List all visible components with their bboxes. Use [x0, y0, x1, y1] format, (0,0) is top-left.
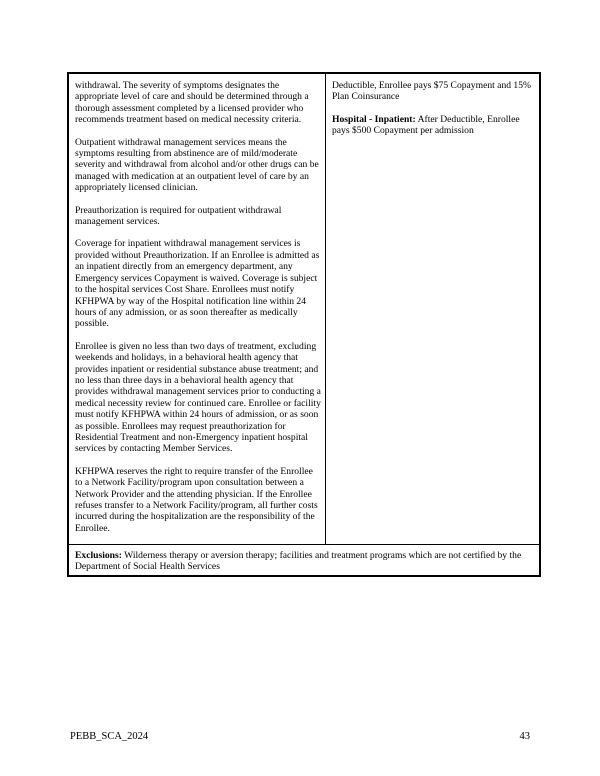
service-description-text	[69, 74, 325, 534]
exclusions-text	[69, 545, 539, 573]
cost-share-continuation: Deductible, Enrollee pays $75 Copayment and 15% Plan Coinsurance	[332, 80, 532, 103]
description-paragraph-preauthorization: Preauthorization is required for outpatient withdrawal management services.	[75, 204, 282, 228]
description-paragraph-outpatient: Outpatient withdrawal management services means the symptoms resulting from abstinence are of mild/moderate severity and withdrawal from alcohol and/or other drugs can be managed with medication at an outpatient level of care by an appropriately licensed clinician.	[75, 136, 319, 194]
service-description-cell	[69, 74, 326, 544]
hospital-inpatient-cost	[332, 114, 533, 137]
description-paragraph-treatment-days: Enrollee is given no less than two days of treatment, excluding weekends and holidays, in a behavioral health agency that provides inpatient or residential substance abuse treatment; and no less than three days in a behavioral health agency that provides withdrawal management services prior to conducting a medical necessity review for continued care. Enrollee or facility must notify KFHPWA within 24 hours of admission, or as soon as possible. Enrollees may request preauthorization for Residential Treatment and non-Emergency inpatient hospital services by contacting Member Services.	[75, 340, 321, 455]
exclusions-value: Wilderness therapy or aversion therapy; facilities and treatment programs which are not certified by the Department of Social Health Services	[75, 550, 522, 573]
description-paragraph-transfer: KFHPWA reserves the right to require transfer of the Enrollee to a Network Facility/program upon consultation between a Network Provider and the attending physician. If the Enrollee refuses transfer to a Network Facility/program, all further costs incurred during the hospitalization are the responsibility of the Enrollee.	[75, 465, 318, 534]
benefit-row	[69, 74, 539, 545]
footer-page-number: 43	[519, 731, 530, 742]
footer-document-id: PEBB_SCA_2024	[70, 731, 149, 742]
cost-share-cell	[326, 74, 539, 544]
cost-share-text	[326, 74, 539, 137]
hospital-inpatient-value: After Deductible, Enrollee pays $500 Copayment per admission	[332, 113, 520, 137]
exclusions-label: Exclusions:	[75, 550, 122, 561]
exclusions-row	[69, 545, 539, 575]
description-paragraph-continuation: withdrawal. The severity of symptoms designates the appropriate level of care and should be determined through a thorough assessment completed by a licensed provider who recommends treatment based on medical necessity criteria.	[75, 80, 309, 126]
exclusions-paragraph	[75, 550, 533, 573]
description-paragraph-inpatient-coverage: Coverage for inpatient withdrawal management services is provided without Preauthorization. If an Enrollee is admitted as an inpatient directly from an emergency department, any Emergency services Copayment is waived. Coverage is subject to the hospital services Cost Share. Enrollees must notify KFHPWA by way of the Hospital notification line within 24 hours of any admission, or as soon thereafter as medically possible.	[75, 238, 320, 330]
benefit-table	[67, 72, 541, 577]
hospital-inpatient-label: Hospital - Inpatient:	[332, 113, 416, 125]
